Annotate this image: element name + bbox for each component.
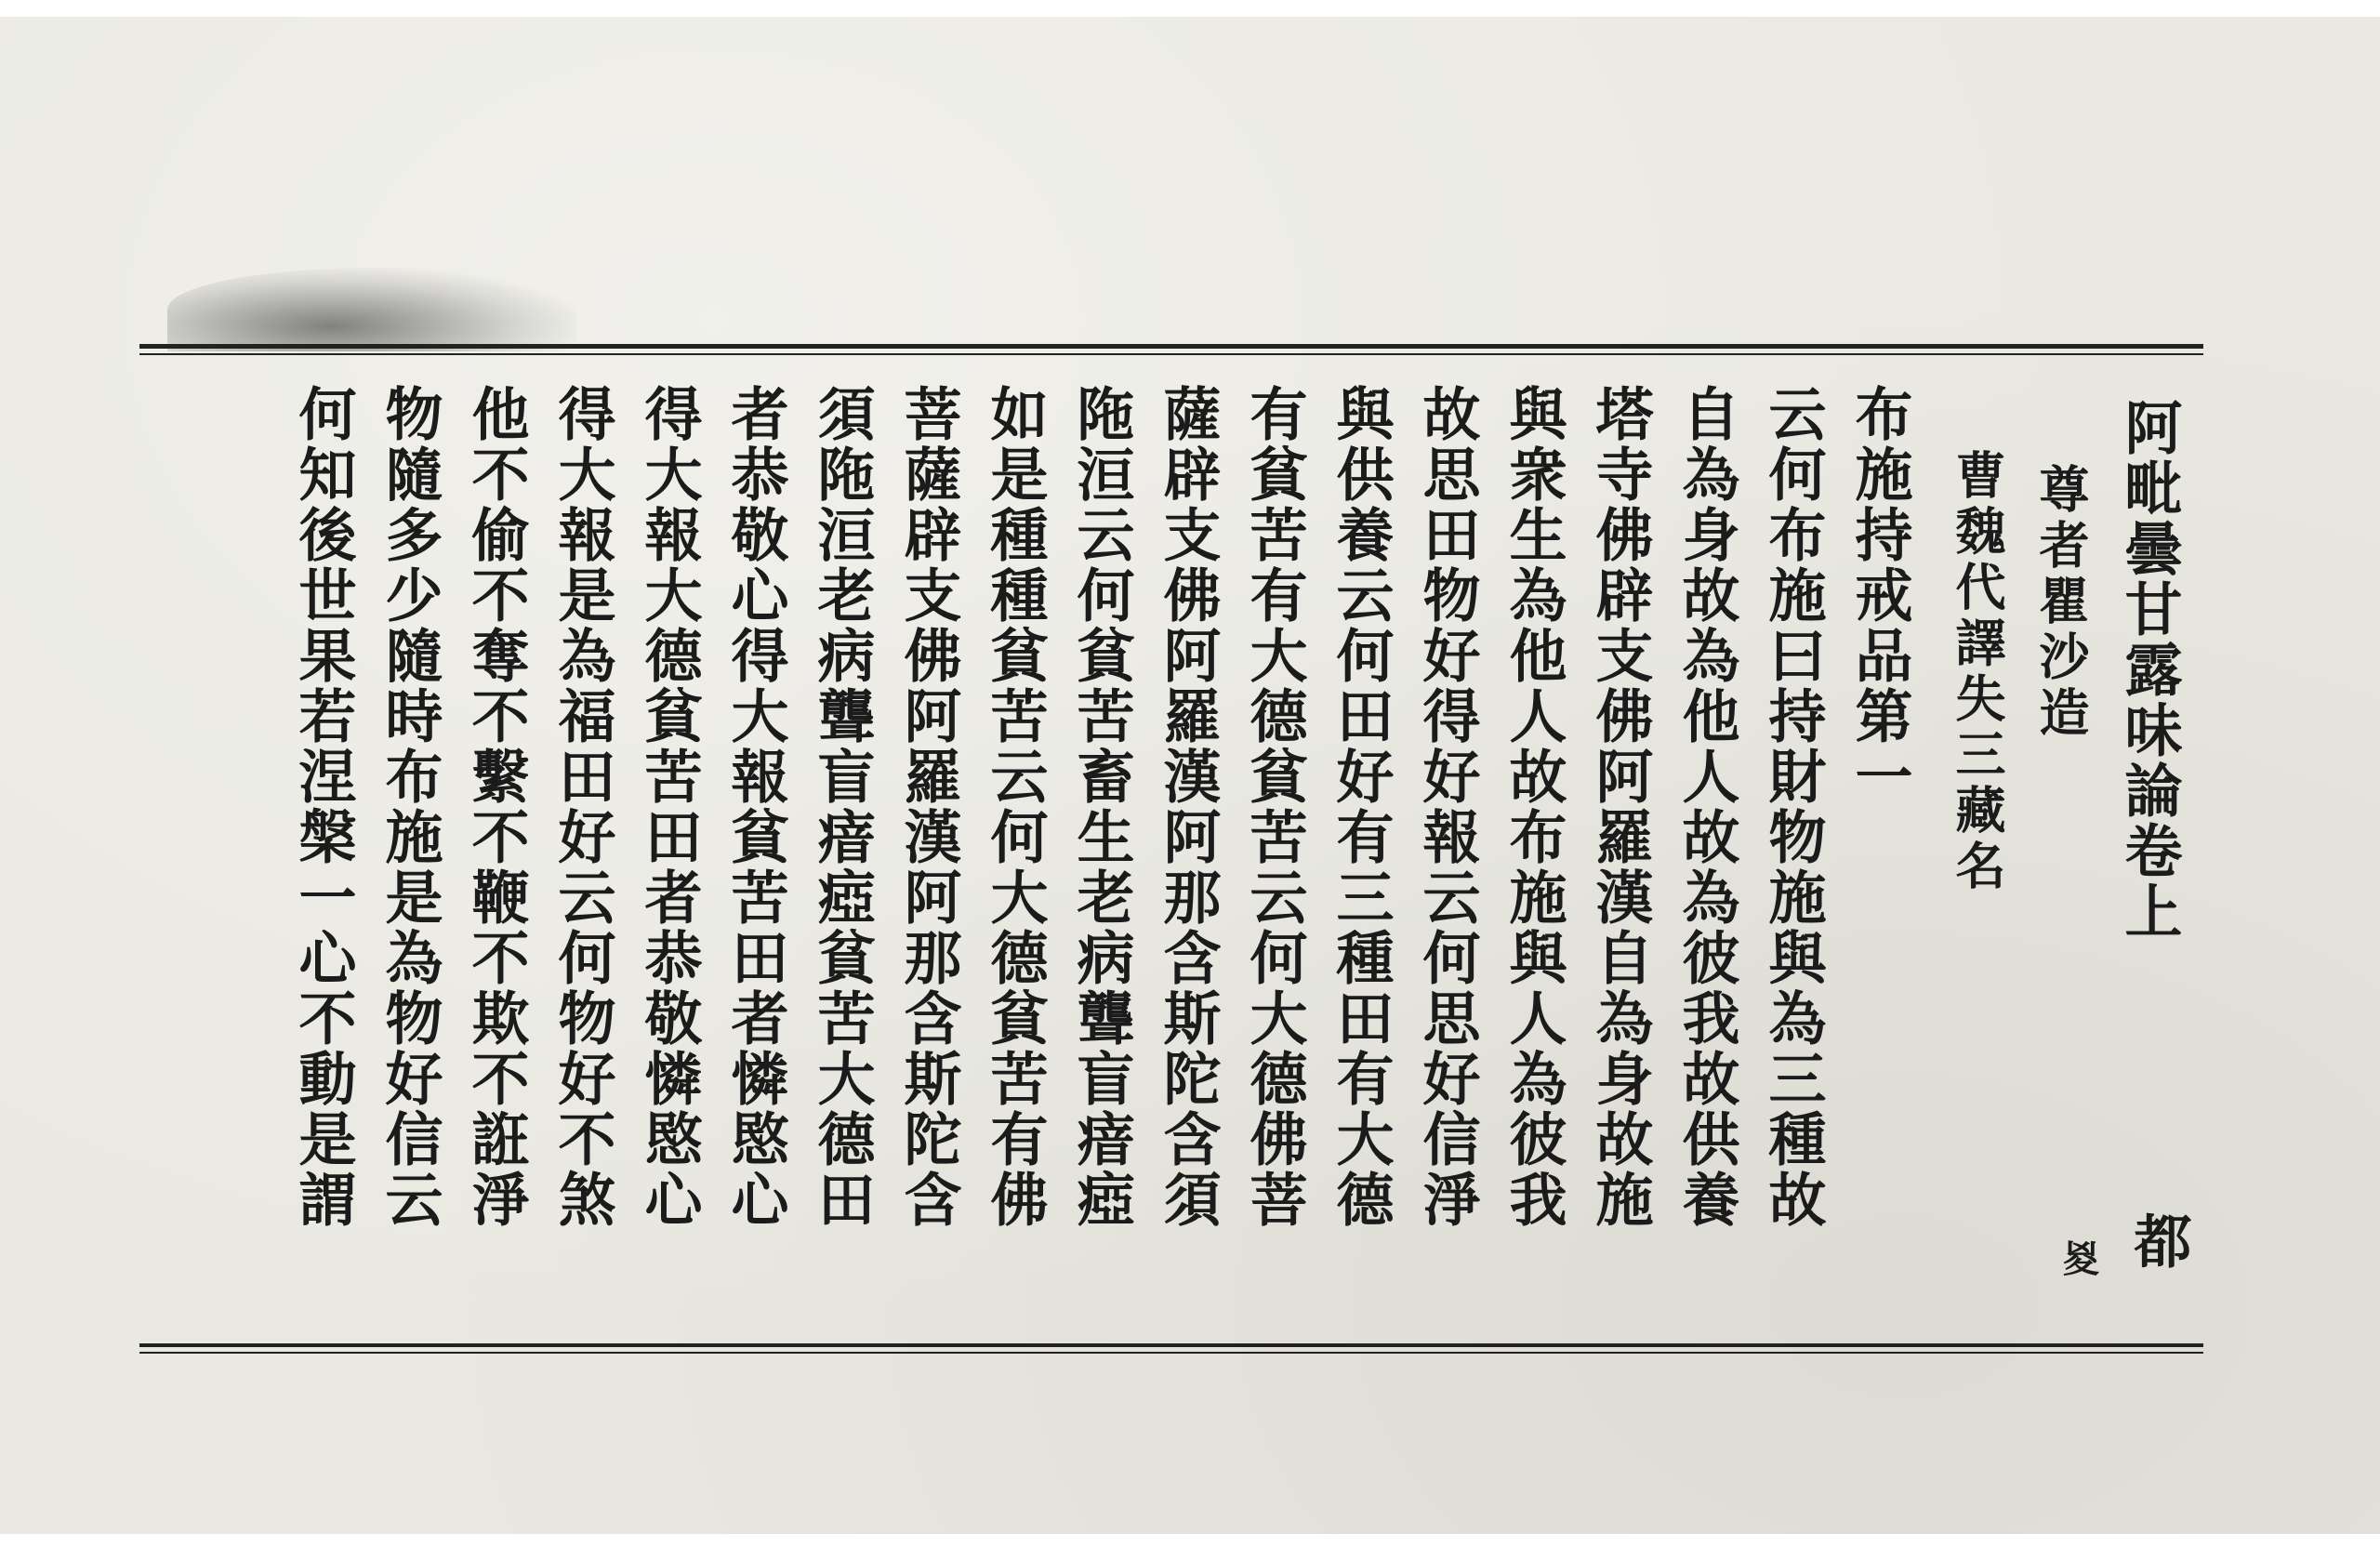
bottom-border-rule bbox=[139, 1343, 2203, 1347]
top-border-rule-thin bbox=[139, 353, 2203, 355]
text-column-11: 如是種種貧苦云何大德貧苦有佛 bbox=[981, 384, 1049, 1230]
text-column-6: 故思田物好得好報云何思好信淨 bbox=[1413, 384, 1481, 1230]
text-column-13: 須陁洹老病聾盲瘖瘂貧苦大德田 bbox=[808, 384, 876, 1230]
text-column-9: 薩辟支佛阿羅漢阿那含斯陀含須 bbox=[1154, 384, 1222, 1230]
text-column-12: 菩薩辟支佛阿羅漢阿那含斯陀含 bbox=[894, 384, 962, 1230]
text-column-10: 陁洹云何貧苦畜生老病聾盲瘖瘂 bbox=[1067, 384, 1135, 1230]
text-column-14: 者恭敬心得大報貧苦田者憐愍心 bbox=[721, 384, 789, 1230]
text-column-8: 有貧苦有大德貧苦云何大德佛菩 bbox=[1240, 384, 1308, 1230]
document-title: 阿毗曇甘露味論卷上 bbox=[2115, 398, 2183, 942]
text-column-1: 布施持戒品第一 bbox=[1845, 384, 1913, 807]
text-column-3: 自為身故為他人故為彼我故供養 bbox=[1673, 384, 1740, 1230]
text-column-5: 與衆生為他人故布施與人為彼我 bbox=[1500, 384, 1567, 1230]
bottom-border-rule-thin bbox=[139, 1352, 2203, 1354]
ink-smudge bbox=[167, 268, 576, 351]
seal-small: 㚇 bbox=[2056, 1239, 2100, 1276]
text-column-19: 何知後世果若涅槃一心不動是謂 bbox=[289, 384, 357, 1230]
top-border-rule bbox=[139, 344, 2203, 349]
text-column-17: 他不偷不奪不繫不鞭不欺不誑淨 bbox=[462, 384, 530, 1230]
text-column-16: 得大報是為福田好云何物好不煞 bbox=[549, 384, 616, 1230]
text-column-15: 得大報大德貧苦田者恭敬憐愍心 bbox=[635, 384, 703, 1230]
translator-line: 曹魏代譯失三藏名 bbox=[1948, 449, 2007, 895]
text-column-18: 物隨多少隨時布施是為物好信云 bbox=[376, 384, 443, 1230]
author-line: 尊者瞿沙造 bbox=[2031, 463, 2091, 742]
text-column-4: 塔寺佛辟支佛阿羅漢自為身故施 bbox=[1586, 384, 1654, 1230]
text-column-2: 云何布施曰持財物施與為三種故 bbox=[1759, 384, 1827, 1230]
seal-large: 都 bbox=[2124, 1211, 2192, 1272]
text-column-7: 與供養云何田好有三種田有大德 bbox=[1327, 384, 1395, 1230]
scroll-page bbox=[0, 17, 2380, 1534]
